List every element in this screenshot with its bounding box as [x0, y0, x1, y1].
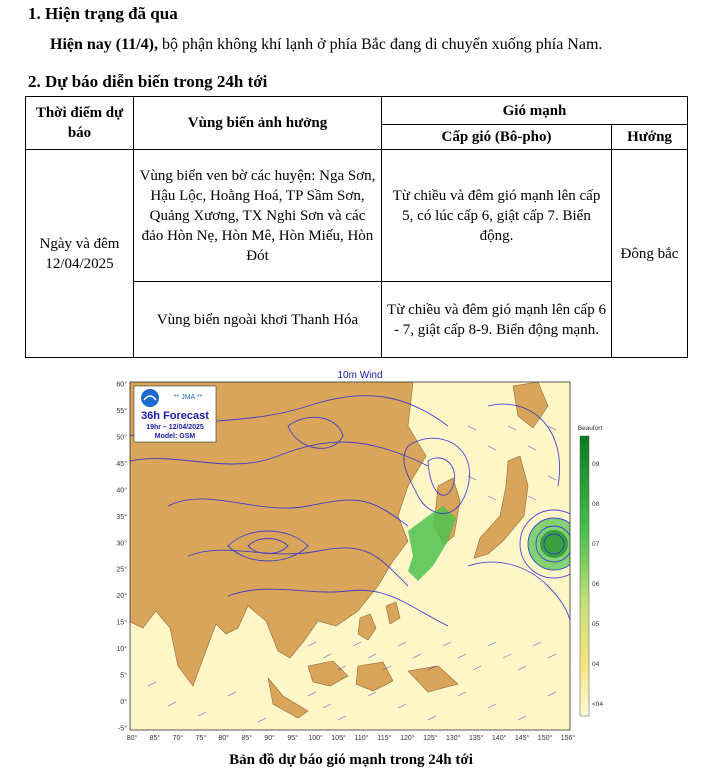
legend-level-label: 08: [592, 501, 600, 508]
wind-forecast-map: [108, 366, 606, 746]
lon-tick-label: 100°: [308, 735, 323, 742]
current-date: Hiện nay (11/4),: [50, 36, 159, 53]
lon-tick-label: 85°: [149, 735, 161, 742]
legend-title: Beaufort: [577, 425, 603, 432]
lat-tick-label: 20°: [116, 593, 127, 601]
header-direction: Hướng: [612, 125, 688, 150]
lon-tick-label: 80°: [126, 735, 138, 742]
level-cell-offshore: Từ chiều và đêm gió mạnh lên cấp 6 - 7, giật cấp 8-9. Biển động mạnh.: [382, 282, 612, 358]
lat-tick-label: 40°: [116, 487, 127, 495]
jma-logo-icon: [141, 389, 159, 407]
current-status-text: bộ phận không khí lạnh ở phía Bắc đang di chuyển xuống phía Nam.: [158, 36, 603, 53]
lon-tick-label: 145°: [514, 735, 530, 742]
legend-level-label: 06: [592, 581, 600, 588]
legend-level-label: <04: [592, 701, 604, 708]
lon-tick-label: 80°: [218, 735, 230, 742]
logo-text: ** JMA **: [173, 394, 203, 401]
lat-tick-label: 15°: [116, 619, 127, 627]
lat-tick-label: 30°: [116, 540, 127, 548]
section-1-heading: 1. Hiện trạng đã qua: [28, 4, 178, 23]
map-title: 10m Wind: [337, 370, 383, 381]
beaufort-legend: [578, 425, 604, 716]
forecast-time: 19hr – 12/04/2025: [146, 424, 204, 431]
lon-tick-label: 95°: [287, 735, 298, 742]
lon-tick-label: 105°: [331, 735, 346, 742]
lat-tick-label: 0°: [120, 699, 127, 707]
lon-tick-label: 75°: [195, 735, 207, 742]
header-area: Vùng biển ảnh hưởng: [134, 97, 382, 150]
direction-cell: Đông bắc: [612, 150, 688, 358]
lat-tick-label: 35°: [116, 513, 127, 521]
lat-tick-labels: [116, 381, 127, 733]
lat-tick-label: 45°: [116, 460, 127, 468]
lat-tick-label: -5°: [117, 725, 127, 733]
legend-level-label: 07: [592, 541, 600, 548]
lon-tick-label: 120°: [400, 735, 415, 742]
current-status-paragraph: [50, 36, 602, 54]
lon-tick-label: 140°: [491, 735, 507, 742]
lon-tick-labels: [127, 734, 576, 742]
lon-tick-label: 90°: [264, 735, 275, 742]
lon-tick-label: 125°: [423, 735, 438, 742]
section-2-heading: 2. Dự báo diễn biến trong 24h tới: [28, 72, 268, 91]
area-cell-coastal: Vùng biển ven bờ các huyện: Nga Sơn, Hậu Lộc, Hoằng Hoá, TP Sầm Sơn, Quảng Xương, TX Nghi Sơn và các đảo Hòn Nẹ, Hòn Mê, Hòn Miếu, Hòn Đót: [134, 150, 382, 282]
lat-tick-label: 5°: [120, 672, 127, 680]
lon-tick-label: 110°: [354, 735, 369, 742]
forecast-table: [25, 96, 688, 358]
lon-tick-label: 70°: [172, 735, 184, 742]
legend-level-label: 09: [592, 461, 600, 468]
lon-tick-label: 156°: [560, 735, 576, 742]
header-level: Cấp gió (Bô-pho): [382, 125, 612, 150]
lon-tick-label: 150°: [537, 735, 553, 742]
map-caption: Bản đồ dự báo gió mạnh trong 24h tới: [229, 752, 473, 768]
header-wind: Gió mạnh: [382, 97, 688, 125]
level-cell-coastal: Từ chiều và đêm gió mạnh lên cấp 5, có lúc cấp 6, giật cấp 7. Biển động.: [382, 150, 612, 282]
forecast-model: Model: GSM: [154, 433, 196, 440]
legend-level-label: 05: [592, 621, 600, 628]
lon-tick-label: 130°: [446, 735, 461, 742]
lat-tick-label: 55°: [116, 407, 127, 415]
legend-level-label: 04: [592, 661, 600, 668]
time-cell: Ngày và đêm 12/04/2025: [26, 150, 134, 358]
lat-tick-label: 50°: [116, 434, 127, 442]
lat-tick-label: 10°: [116, 646, 127, 654]
lon-tick-label: 115°: [377, 735, 392, 742]
lat-tick-label: 25°: [116, 566, 127, 574]
area-cell-offshore: Vùng biển ngoài khơi Thanh Hóa: [134, 282, 382, 358]
header-time: Thời điểm dự báo: [26, 97, 134, 150]
forecast-logo-box: [134, 386, 216, 442]
forecast-label: 36h Forecast: [141, 410, 209, 422]
lon-tick-label: 85°: [241, 735, 253, 742]
lat-tick-label: 60°: [116, 381, 127, 389]
map-svg: [108, 366, 606, 746]
lon-tick-label: 135°: [468, 735, 484, 742]
